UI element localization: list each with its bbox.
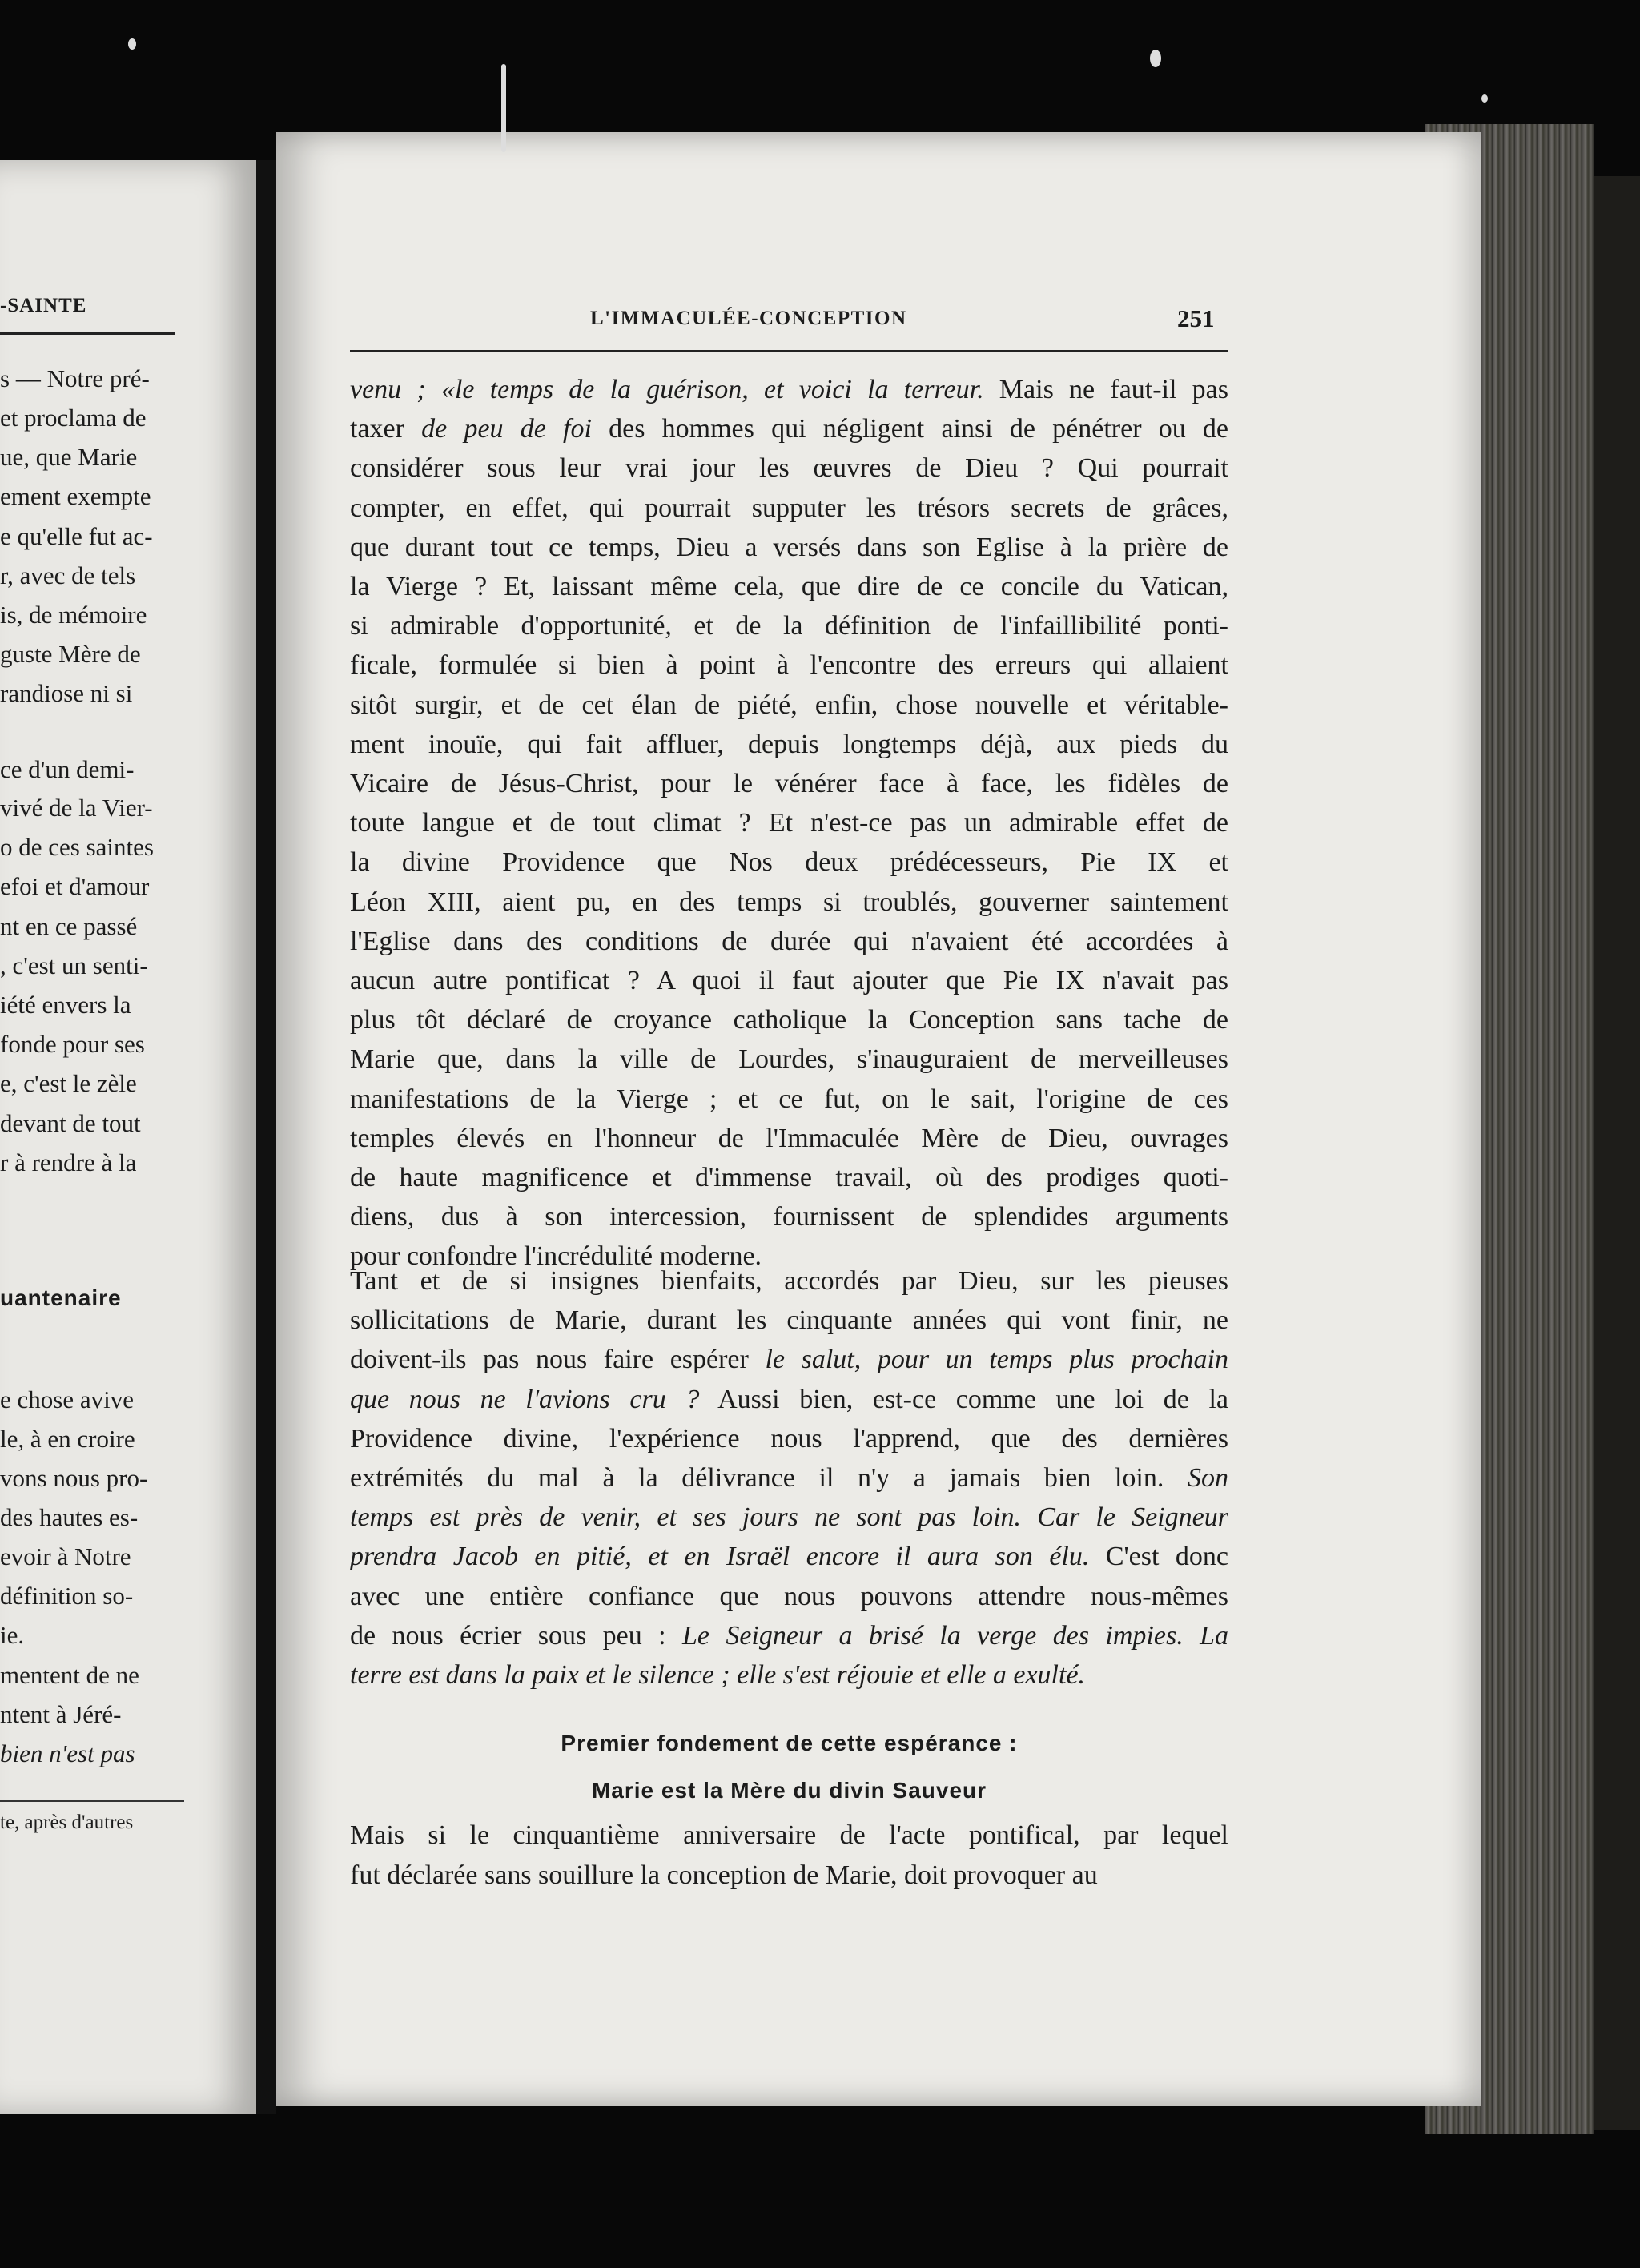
left-text-line: o de ces saintes [0,833,154,861]
text-span: Aussi bien, est-ce comme une loi de la [699,1385,1228,1413]
left-footnote: te, après d'autres [0,1812,134,1833]
italic-text: temps est près de venir, et ses jours ne sont pas loin. Car le Seigneur [350,1504,1228,1532]
text-span: Providence divine, l'expérience nous l'apprend, que des dernières [350,1425,1228,1453]
text-line [350,1662,1228,1689]
left-text-line: le, à en croire [0,1425,135,1453]
text-span: pour confondre l'incrédulité moderne. [350,1243,762,1271]
text-line [350,1307,1228,1334]
text-line [350,1268,1228,1295]
left-text-line: vivé de la Vier- [0,794,153,822]
left-text-line: ce d'un demi- [0,755,135,783]
left-text-line: ntent à Jéré- [0,1700,122,1728]
italic-text: de peu de foi [421,416,592,444]
text-line [350,1504,1228,1531]
left-text-line: mentent de ne [0,1661,139,1689]
text-line [350,849,1228,876]
left-text-line: devant de tout [0,1109,141,1137]
text-span: plus tôt déclaré de croyance catholique la Conception sans tache de [350,1007,1228,1035]
text-span: extrémités du mal à la délivrance il n'y a jamais bien loin. [350,1465,1188,1492]
text-span: considérer sous leur vrai jour les œuvres de Dieu ? Qui pourrait [350,455,1228,483]
page-number: 251 [1177,304,1215,332]
text-line [350,692,1228,719]
text-line [350,967,1228,995]
left-text-line: définition so- [0,1582,134,1610]
text-span: ment inouïe, qui fait affluer, depuis longtemps déjà, aux pieds du [350,730,1228,758]
text-span: l'Eglise dans des conditions de durée qui n'avaient été accordées à [350,927,1228,955]
text-line [350,889,1228,916]
text-span: sollicitations de Marie, durant les cinquante années qui vont finir, ne [350,1307,1228,1335]
italic-text: Son [1188,1465,1228,1492]
italic-text: que nous ne l'avions cru ? [350,1385,700,1413]
left-section-heading: uantenaire [0,1285,122,1310]
italic-text: prendra Jacob en pitié, et en Israël encore il aura son élu. [350,1543,1090,1571]
text-span: de nous écrier sous peu : [350,1622,682,1650]
text-span: aucun autre pontificat ? A quoi il faut ajouter que Pie IX n'avait pas [350,967,1228,995]
text-line [350,770,1228,798]
text-line [350,1243,1228,1270]
left-text-line: efoi et d'amour [0,872,150,900]
text-line [350,1046,1228,1073]
text-line [350,810,1228,837]
text-line [350,1862,1228,1889]
italic-text: Le Seigneur a brisé la verge des impies. La [681,1622,1228,1650]
text-span: de haute magnificence et d'immense travail, où des prodiges quoti- [350,1164,1228,1192]
text-line [350,1386,1228,1413]
left-text-line: guste Mère de [0,640,141,668]
text-line [350,1346,1228,1373]
left-text-line: fonde pour ses [0,1030,145,1058]
text-line [350,1426,1228,1453]
left-text-line: randiose ni si [0,679,133,707]
text-span: avec une entière confiance que nous pouvons attendre nous-mêmes [350,1582,1228,1611]
left-text-line: vons nous pro- [0,1464,148,1492]
text-line [350,1007,1228,1034]
text-line [350,613,1228,640]
text-span: compter, en effet, qui pourrait supputer les trésors secrets de grâces, [350,494,1228,522]
left-footnote-rule [0,1800,184,1802]
left-page [0,160,256,2114]
section-heading-2: Marie est la Mère du divin Sauveur [591,1778,987,1803]
left-text-line: bien n'est pas [0,1739,135,1767]
text-line [350,731,1228,758]
left-text-line: r à rendre à la [0,1148,137,1176]
text-line [350,455,1228,482]
head-rule [350,350,1228,352]
text-span: Tant et de si insignes bienfaits, accordés par Dieu, sur les pieuses [350,1268,1228,1295]
text-line [350,534,1228,561]
left-text-line: ie. [0,1621,25,1649]
text-span: Marie que, dans la ville de Lourdes, s'inauguraient de merveilleuses [350,1046,1228,1074]
text-span: ficale, formulée si bien à point à l'encontre des erreurs qui allaient [350,652,1228,680]
left-text-line: e, c'est le zèle [0,1069,137,1097]
text-line [350,1125,1228,1152]
book-gutter [256,160,276,2114]
text-span: la Vierge ? Et, laissant même cela, que dire de ce concile du Vatican, [350,573,1228,601]
text-span: Léon XIII, aient pu, en des temps si troublés, gouverner saintement [350,888,1228,916]
dust-speck [1481,94,1488,103]
text-span: sitôt surgir, et de cet élan de piété, enfin, chose nouvelle et véritable- [350,691,1228,719]
text-span: la divine Providence que Nos deux prédécesseurs, Pie IX et [350,849,1228,877]
text-line [350,1164,1228,1192]
text-line [350,495,1228,522]
text-line [350,1543,1228,1570]
text-line [350,1086,1228,1113]
dust-speck [1150,50,1161,67]
text-span: doivent-ils pas nous faire espérer [350,1346,766,1374]
text-span: taxer [350,416,422,444]
text-span: manifestations de la Vierge ; et ce fut, on le sait, l'origine de ces [350,1085,1228,1113]
text-span: si admirable d'opportunité, et de la définition de l'infaillibilité ponti- [350,613,1228,641]
text-span: fut déclarée sans souillure la conception de Marie, doit provoquer au [350,1862,1098,1889]
text-line [350,1822,1228,1849]
text-line [350,573,1228,601]
text-span: toute langue et de tout climat ? Et n'est-ce pas un admirable effet de [350,810,1228,838]
left-text-line: r, avec de tels [0,561,136,589]
left-text-line: des hautes es- [0,1503,139,1531]
text-line [350,1204,1228,1231]
left-text-line: nt en ce passé [0,912,138,940]
text-line [350,1465,1228,1492]
left-text-line: ue, que Marie [0,443,138,471]
text-line [350,416,1228,443]
text-span: Mais si le cinquantième anniversaire de l'acte pontifical, par lequel [350,1822,1228,1849]
left-text-line: is, de mémoire [0,601,147,629]
text-line [350,1583,1228,1611]
text-span: C'est donc [1089,1543,1228,1571]
dust-speck [128,38,136,50]
text-line [350,652,1228,679]
book-cover-edge [1594,176,1640,2130]
left-text-line: , c'est un senti- [0,951,148,979]
left-head-rule [0,332,175,335]
text-span: Mais ne faut-il pas [983,376,1228,404]
text-span: des hommes qui négligent ainsi de pénétrer ou de [591,416,1228,444]
text-span: temples élevés en l'honneur de l'Immaculée Mère de Dieu, ouvrages [350,1124,1228,1152]
left-text-line: evoir à Notre [0,1542,131,1570]
hair-artifact [501,64,506,152]
text-line [350,376,1228,404]
text-span: diens, dus à son intercession, fournissent de splendides arguments [350,1204,1228,1232]
text-line [350,928,1228,955]
left-running-head: -SAINTE [0,295,87,316]
left-text-line: e chose avive [0,1385,134,1413]
running-head: L'IMMACULÉE-CONCEPTION [590,308,907,329]
left-text-line: ement exempte [0,482,151,510]
text-span: que durant tout ce temps, Dieu a versés dans son Eglise à la prière de [350,533,1228,561]
left-text-line: e qu'elle fut ac- [0,522,153,550]
left-text-line: et proclama de [0,404,147,432]
text-line [350,1623,1228,1650]
left-text-line: s — Notre pré- [0,364,150,392]
italic-text: terre est dans la paix et le silence ; elle s'est réjouie et elle a exulté. [350,1662,1086,1689]
text-span: Vicaire de Jésus-Christ, pour le vénérer face à face, les fidèles de [350,770,1228,798]
italic-text: le salut, pour un temps plus prochain [765,1346,1228,1374]
section-heading-1: Premier fondement de cette espérance : [561,1731,1018,1755]
italic-text: venu ; «le temps de la guérison, et voici la terreur. [350,376,984,404]
left-text-line: iété envers la [0,991,131,1019]
